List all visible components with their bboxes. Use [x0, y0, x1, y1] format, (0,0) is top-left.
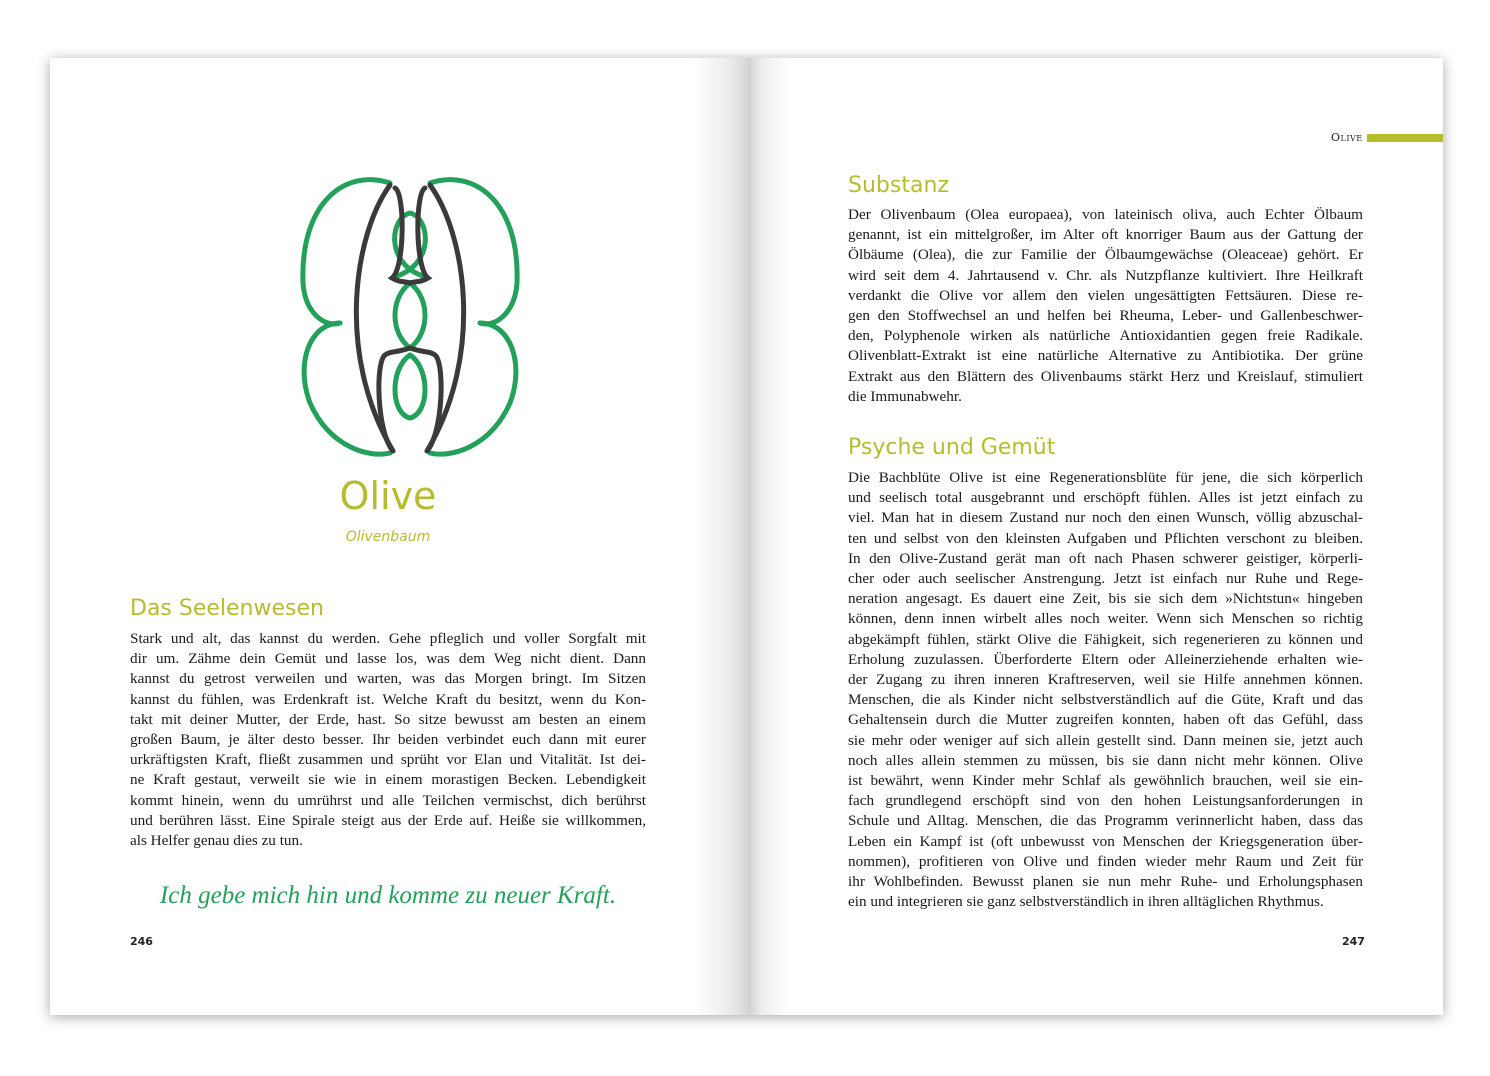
text-line: genannt, ist ein mittelgroßer, im Alter oft knorriger Baum aus der Gattung der — [848, 226, 1363, 244]
text-line: und berühren lässt. Eine Spirale steigt aus der Erde auf. Heiße sie willkommen, — [130, 811, 646, 829]
text-line: sie mehr oder weniger auf sich allein gestellt sind. Dann meinen sie, jetzt auch — [848, 731, 1363, 749]
page-number-right: 247 — [1342, 935, 1365, 948]
substanz-paragraph — [848, 205, 1363, 407]
text-line: den, Polyphenole wirken als natürliche Antioxidantien gegen freie Radikale. — [848, 327, 1363, 345]
text-line: als Helfer genau dies zu tun. — [130, 832, 303, 850]
text-line: die Immunabwehr. — [848, 387, 962, 405]
text-line: viel. Man hat in diesem Zustand nur noch den einen Wunsch, völlig abzuschal- — [848, 509, 1363, 527]
olive-flower-emblem-icon — [255, 173, 525, 463]
section-heading-psyche: Psyche und Gemüt — [848, 435, 1056, 460]
flower-subtitle: Olivenbaum — [345, 529, 431, 545]
psyche-paragraph — [848, 468, 1363, 912]
text-line: noch alles allein stemmen zu müssen, bis sie dann nicht mehr können. Olive — [848, 751, 1363, 769]
flower-title: Olive — [339, 474, 437, 518]
text-line: Der Olivenbaum (Olea europaea), von lateinisch oliva, auch Echter Ölbaum — [848, 206, 1363, 223]
chapter-tab-marker — [1367, 134, 1443, 142]
text-line: abgekämpft fühlen, stärkt Olive die Fähigkeit, sich regenerieren zu können und — [848, 630, 1363, 648]
text-line: Erholung zuzulassen. Überforderte Eltern oder Alleinerziehende erhalten wie- — [848, 650, 1363, 668]
text-line: Ölbäume (Olea), die zur Familie der Ölbaumgewächse (Oleaceae) gehört. Er — [848, 246, 1363, 264]
text-line: und seelisch total ausgebrannt und erschöpft fühlen. Alles ist jetzt einfach zu — [848, 489, 1363, 507]
book-spread — [50, 58, 1443, 1015]
text-line: kannst du getrost verweilen und warten, was das Morgen bringt. Im Sitzen — [130, 670, 646, 688]
text-line: ein und integrieren sie ganz selbstverständlich in ihren alltäglichen Rhythmus. — [848, 893, 1324, 911]
left-page — [50, 58, 748, 1015]
text-line: ne Kraft gestaut, verweilt sie wie in einem morastigen Becken. Lebendigkeit — [130, 771, 646, 789]
text-line: gen den Stoffwechsel an und helfen bei Rheuma, Leber- und Gallenbeschwer- — [848, 307, 1363, 325]
text-line: ten und selbst von den kleinsten Aufgaben und Pflichten verschont zu bleiben. — [848, 529, 1363, 547]
text-line: Extrakt aus den Blättern des Olivenbaums stärkt Herz und Kreislauf, stimuliert — [848, 367, 1363, 385]
section-heading-substanz: Substanz — [848, 173, 949, 198]
page-number-left: 246 — [130, 935, 153, 948]
text-line: kannst du fühlen, was Erdenkraft ist. Welche Kraft du besitzt, wenn du Kon- — [130, 690, 646, 708]
text-line: Olivenblatt-Extrakt ist eine natürliche Alternative zu Antibiotika. Der grüne — [848, 347, 1363, 365]
right-page — [748, 58, 1443, 1015]
text-line: fach grundlegend erschöpft sind von den hohen Leistungsanforderungen in — [848, 792, 1363, 810]
text-line: In den Olive-Zustand gerät man oft nach Phasen schwerer geistiger, körperli- — [848, 549, 1363, 567]
text-line: ihr Wohlbefinden. Bewusst planen sie nun mehr Ruhe- und Erholungsphasen — [848, 873, 1363, 891]
text-line: ist bewährt, wenn Kinder mehr Schlaf als gewöhnlich brauchen, weil sie ein- — [848, 772, 1363, 790]
text-line: Stark und alt, das kannst du werden. Gehe pfleglich und voller Sorgfalt mit — [130, 630, 646, 647]
text-line: dir um. Zähme dein Gemüt und lasse los, was dem Weg nicht dient. Dann — [130, 650, 646, 668]
seelenwesen-paragraph — [130, 629, 646, 851]
running-head: Olive — [1331, 131, 1363, 144]
text-line: neration angesagt. Es dauert eine Zeit, bis sie sich dem »Nichtstun« hingeben — [848, 590, 1363, 608]
text-line: können, denn innen wirbelt alles noch weiter. Wenn sich Menschen so richtig — [848, 610, 1363, 628]
text-line: wird seit dem 4. Jahrtausend v. Chr. als Nutzpflanze kultiviert. Ihre Heilkraft — [848, 266, 1363, 284]
text-line: Gehaltensein durch die Mutter zugreifen konnten, haben oft das Gefühl, dass — [848, 711, 1363, 729]
text-line: Leben ein Kampf ist (oft unbewusst von Menschen der Kriegsgeneration über- — [848, 832, 1363, 850]
text-line: kommt hinein, wenn du umrührst und alle Teilchen vermischst, dich berührst — [130, 791, 646, 809]
text-line: Die Bachblüte Olive ist eine Regenerationsblüte für jene, die sich körperlich — [848, 469, 1363, 486]
text-line: großen Baum, je älter desto besser. Ihr beiden verbindet euch dann mit eurer — [130, 731, 646, 749]
text-line: nommen), profitieren von Olive und finden wieder mehr Raum und Zeit für — [848, 852, 1363, 870]
section-heading-seelenwesen: Das Seelenwesen — [130, 596, 324, 621]
text-line: Schule und Alltag. Menschen, die das Programm verinnerlicht haben, dass das — [848, 812, 1363, 830]
text-line: der Zugang zu ihren inneren Kraftreserven, weil sie Hilfe annehmen können. — [848, 671, 1363, 689]
text-line: urkräftigsten Kraft, fließt zusammen und sprüht vor Elan und Vitalität. Ist dei- — [130, 751, 646, 769]
text-line: Menschen, die als Kinder nicht selbstverständlich auf die Güte, Kraft und das — [848, 691, 1363, 709]
text-line: cher oder auch seelischer Anstrengung. Jetzt ist einfach nur Ruhe und Rege- — [848, 570, 1363, 588]
affirmation-quote: Ich gebe mich hin und komme zu neuer Kraft. — [159, 882, 617, 909]
text-line: takt mit deiner Mutter, der Erde, hast. So sitze bewusst am besten an einem — [130, 710, 646, 728]
text-line: verdankt die Olive vor allem den vielen ungesättigten Fettsäuren. Diese re- — [848, 286, 1363, 304]
